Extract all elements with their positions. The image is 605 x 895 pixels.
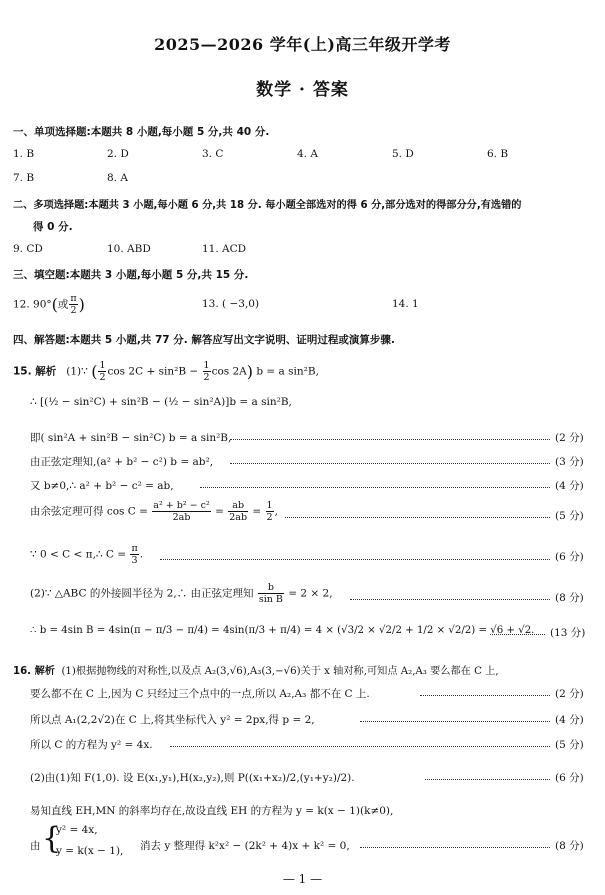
q16-line7: 消去 y 整理得 k²x² − (2k² + 4)x + k² = 0, (140, 840, 350, 852)
q16-line4: 所以 C 的方程为 y² = 4x. (30, 739, 153, 751)
system-brace: { (42, 821, 62, 856)
answer-4: 4. A (297, 148, 318, 160)
system-eq2: y = k(x − 1), (56, 845, 124, 857)
q15-line8: (2)∵ △ABC 的外接圆半径为 2,∴ 由正弦定理知 $\frac{b}{\text{sin B}}$ = 2 × 2, (30, 582, 333, 605)
q15-line1: 15. 解析 (1)∵ ( $\frac{1}{2}$ cos 2C + sin²B − $\frac{1}{2}$ cos 2A) b = a sin²B, (13, 360, 319, 383)
section4-heading: 四、解答题:本题共 5 小题,共 77 分. 解答应写出文字说明、证明过程或演算步骤. (13, 334, 395, 346)
q15-line5: 又 b≠0,∴ a² + b² − c² = ab, (30, 480, 174, 492)
dot-leader (170, 745, 550, 747)
dot-leader (230, 462, 550, 464)
score-label: (2 分) (555, 688, 584, 700)
q16-line7-label: 由 (30, 840, 41, 852)
answer-11: 11. ACD (202, 243, 247, 255)
page-title: 2025—2026 学年(上)高三年级开学考 (154, 35, 451, 54)
answer-7: 7. B (13, 172, 35, 184)
answer-14: 14. 1 (392, 298, 419, 310)
score-label: (8 分) (555, 840, 584, 852)
score-label: (6 分) (555, 772, 584, 784)
answer-2: 2. D (107, 148, 129, 160)
dot-leader (360, 846, 550, 848)
q15-line2: ∴ [(½ − sin²C) + sin²B − (½ − sin²A)]b = a sin²B, (30, 396, 292, 408)
score-label: (2 分) (555, 432, 584, 444)
answer-1: 1. B (13, 148, 35, 160)
section1-heading: 一、单项选择题:本题共 8 小题,每小题 5 分,共 40 分. (13, 126, 270, 138)
score-label: (4 分) (555, 714, 584, 726)
dot-leader (420, 694, 550, 696)
q16-line2: 要么都不在 C 上,因为 C 只经过三个点中的一点,所以 A₂,A₃ 都不在 C 上. (30, 688, 370, 700)
score-label: (13 分) (550, 627, 586, 639)
score-label: (6 分) (555, 551, 584, 563)
q16-line5: (2)由(1)知 F(1,0). 设 E(x₁,y₁),H(x₂,y₂),则 P((x₁+x₂)/2,(y₁+y₂)/2). (30, 772, 355, 784)
answer-12-value: 12. 90° (13, 298, 52, 311)
answer-9: 9. CD (13, 243, 43, 255)
q15-line3: 即( sin²A + sin²B − sin²C) b = a sin²B, (30, 432, 232, 444)
answer-5: 5. D (392, 148, 414, 160)
section2-heading-cont: 得 0 分. (33, 221, 73, 233)
q16-line1: 16. 解析 (1)根据抛物线的对称性,以及点 A₂(3,√6),A₃(3,−√6)关于 x 轴对称,可知点 A₂,A₃ 要么都在 C 上, (13, 666, 499, 677)
q16-line3: 所以点 A₁(2,2√2)在 C 上,将其坐标代入 y² = 2px,得 p = 2, (30, 714, 315, 726)
score-label: (3 分) (555, 456, 584, 468)
score-label: (4 分) (555, 480, 584, 492)
system-eq1: y² = 4x, (56, 824, 98, 836)
score-label: (8 分) (555, 592, 584, 604)
section3-heading: 三、填空题:本题共 3 小题,每小题 5 分,共 15 分. (13, 269, 249, 281)
answer-6: 6. B (487, 148, 509, 160)
dot-leader (200, 486, 550, 488)
dot-leader (160, 558, 550, 560)
dot-leader (425, 778, 550, 780)
q15-line7: ∵ 0 < C < π,∴ C = $\frac{\pi}{3}$ . (30, 543, 144, 566)
answer-3: 3. C (202, 148, 224, 160)
dot-leader (285, 516, 550, 518)
dot-leader (350, 598, 550, 600)
q15-line6: 由余弦定理可得 cos C = $\frac{\text{a² + b² − c²}}{2ab}$ = $\frac{ab}{2ab}$ = $\frac{1}{2}$ , (30, 500, 278, 523)
q15-line4: 由正弦定理知,(a² + b² − c²) b = ab², (30, 456, 214, 468)
dot-leader (490, 633, 545, 635)
answer-10: 10. ABD (107, 243, 151, 255)
page-number: — 1 — (282, 872, 323, 886)
dot-leader (230, 438, 550, 440)
score-label: (5 分) (555, 739, 584, 751)
section2-heading: 二、多项选择题:本题共 3 小题,每小题 6 分,共 18 分. 每小题全部选对的得 6 分,部分选对的得部分分,有选错的 (13, 200, 522, 211)
answer-8: 8. A (107, 172, 128, 184)
q16-line6: 易知直线 EH,MN 的斜率均存在,故设直线 EH 的方程为 y = k(x − 1)(k≠0), (30, 805, 394, 817)
dot-leader (360, 720, 550, 722)
answer-13: 13. ( −3,0) (202, 298, 260, 310)
answer-12: 12. 90°(或 $\frac{\pi}{2}$ ) (13, 293, 85, 316)
page-subtitle: 数学 · 答案 (256, 80, 349, 100)
score-label: (5 分) (555, 510, 584, 522)
q15-line9: ∴ b = 4sin B = 4sin(π − π/3 − π/4) = 4sin(π/3 + π/4) = 4 × (√3/2 × √2/2 + 1/2 × √2/2) = √6 + √2. (30, 625, 535, 636)
